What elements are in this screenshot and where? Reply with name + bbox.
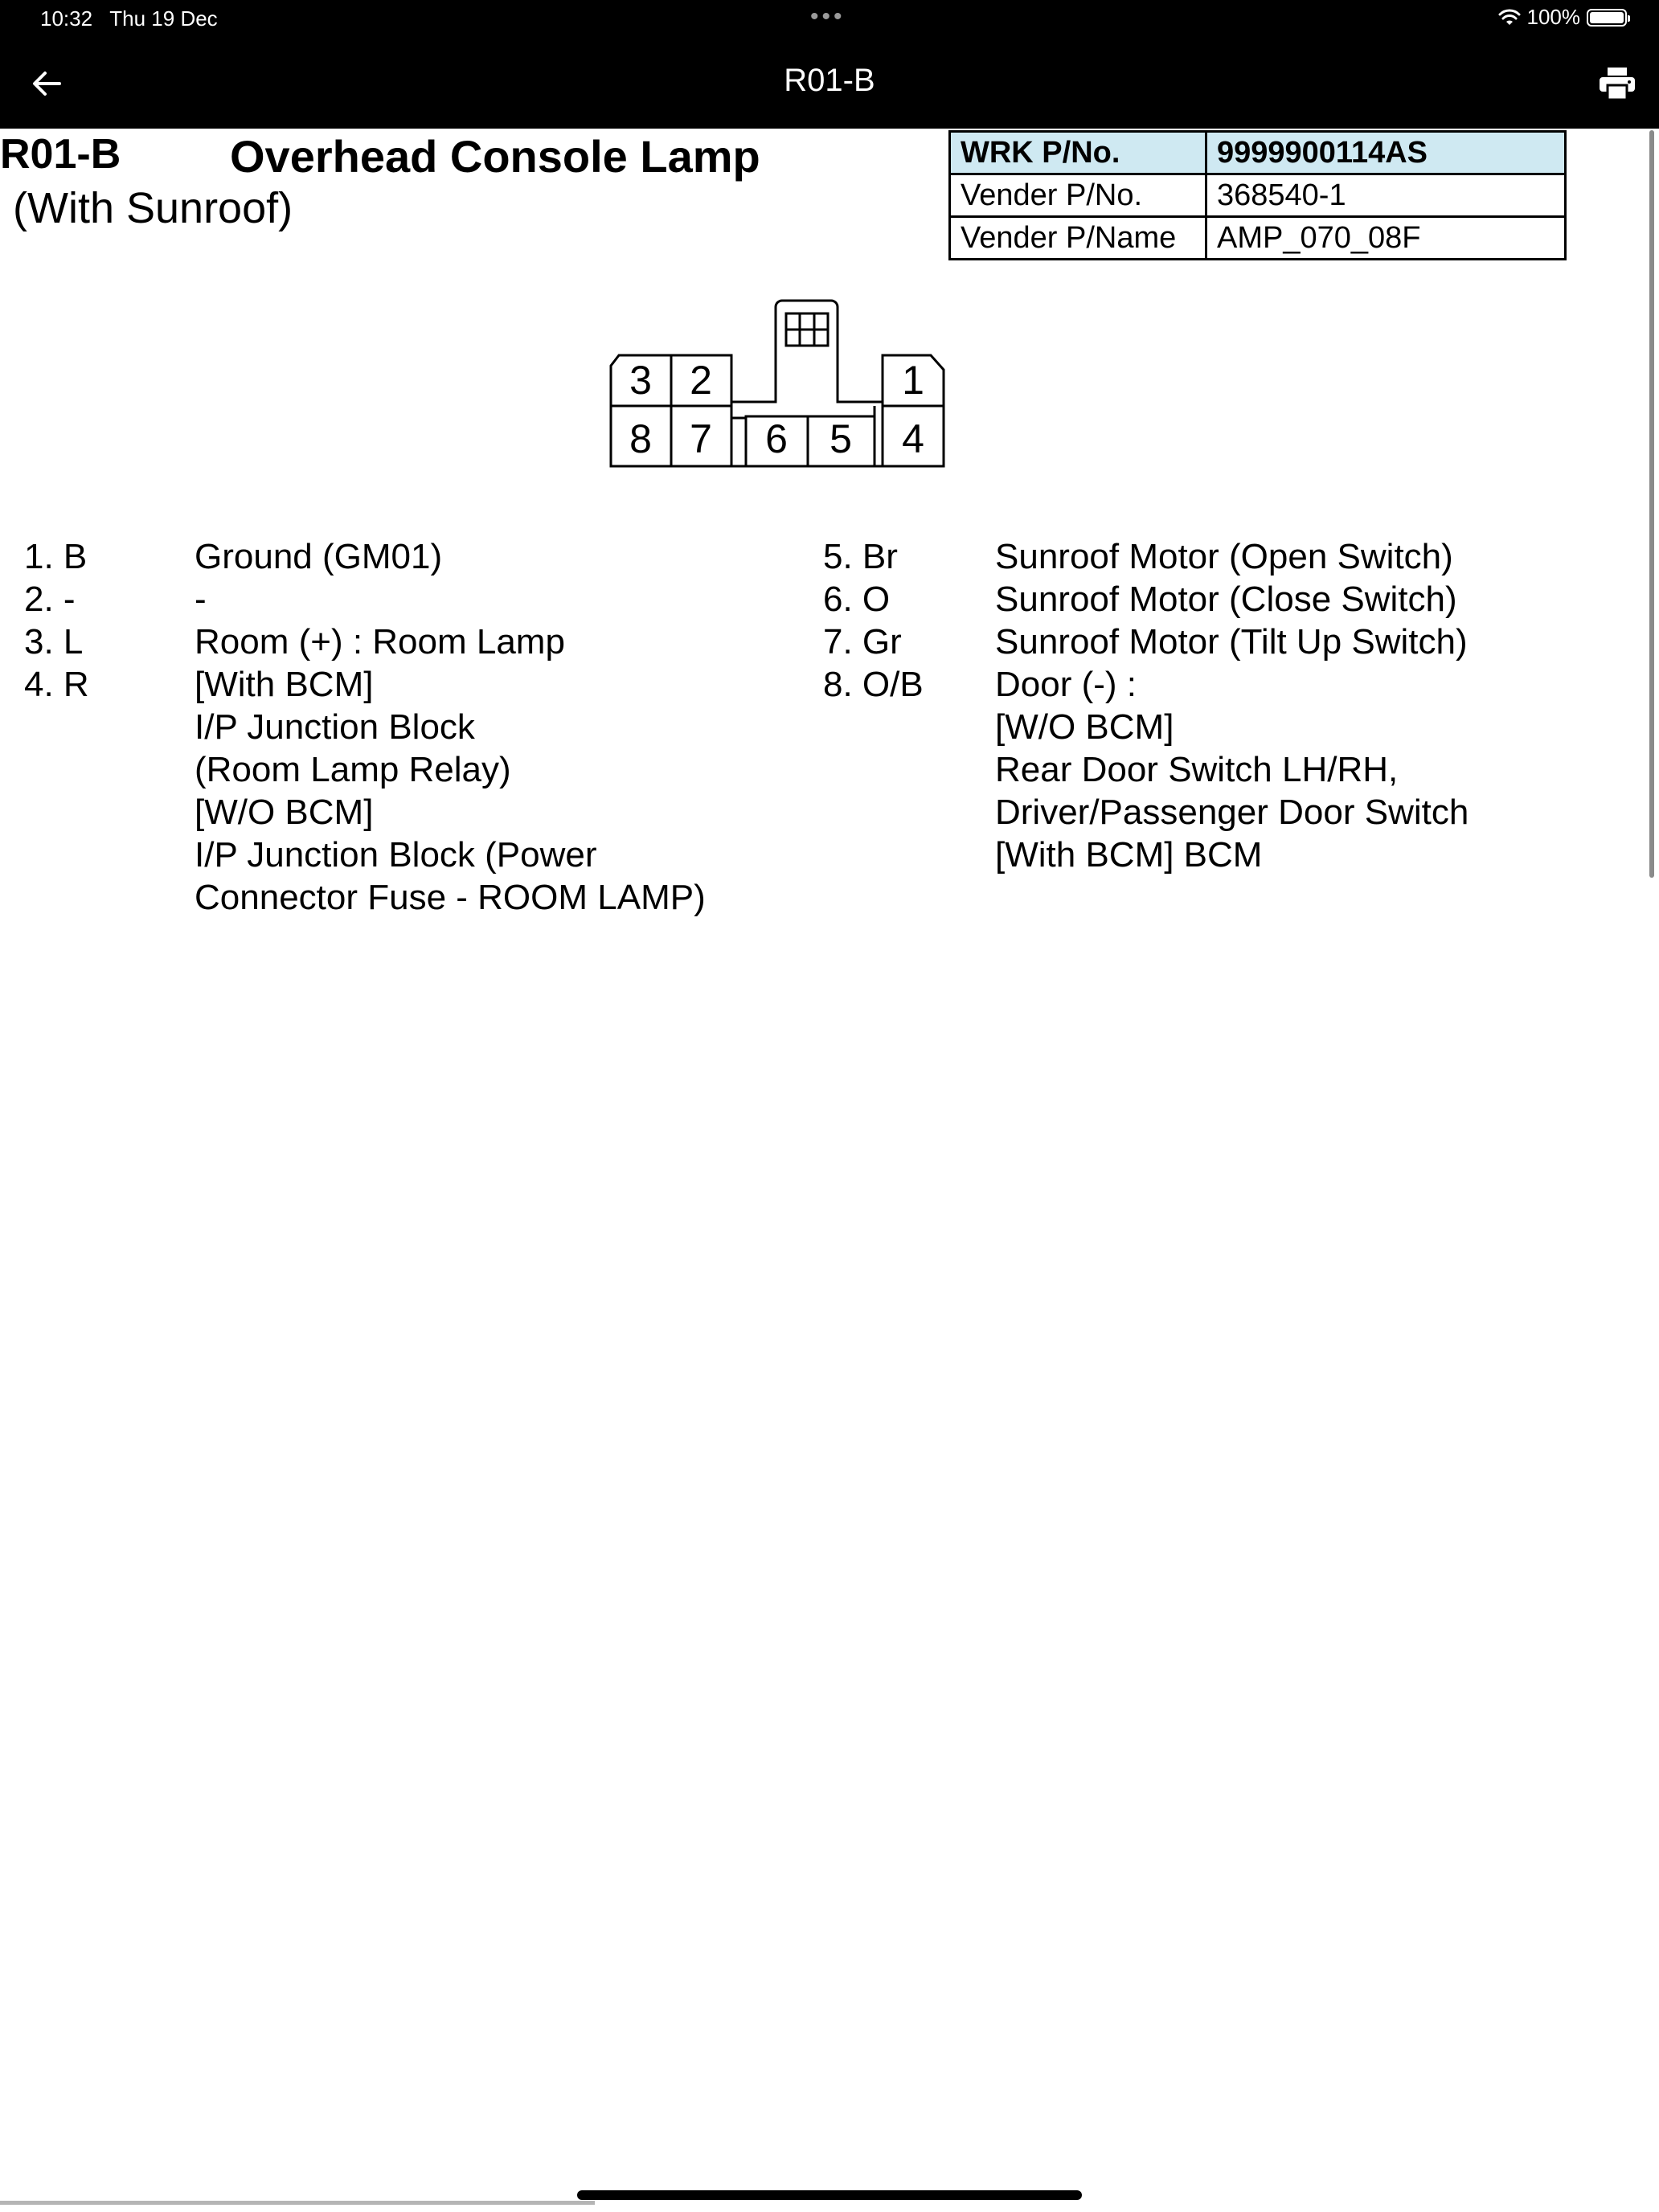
app-header [0,0,1659,129]
pin-description: Sunroof Motor (Tilt Up Switch) [995,622,1468,662]
pin-id [24,748,195,791]
pin-description: [With BCM] [195,665,374,704]
pin-description: Door (-) : [995,665,1137,704]
status-clock: 10:32 [40,6,93,31]
status-time [40,6,218,31]
pin-description: Sunroof Motor (Open Switch) [995,537,1453,576]
pin-label: 3 [629,358,652,403]
pin-row [823,791,1469,834]
pin-id: 6. O [823,580,891,619]
table-key: WRK P/No. [950,132,1206,174]
pin-description: (Room Lamp Relay) [195,750,511,789]
pin-label: 4 [902,416,924,461]
pin-description: Room (+) : Room Lamp [195,622,565,662]
pin-row [823,578,1469,621]
pin-row [24,834,706,876]
pin-id [24,706,195,748]
connector-diagram [603,289,948,482]
pin-description: Connector Fuse - ROOM LAMP) [195,878,706,917]
pin-id: 2. - [24,580,76,619]
pin-description: [W/O BCM] [195,793,374,832]
print-button[interactable] [1596,64,1638,103]
pin-label: 8 [629,416,652,461]
pin-id [24,834,195,876]
table-key: Vender P/Name [950,217,1206,260]
pin-row [24,876,706,919]
table-row [950,217,1566,260]
table-row [950,174,1566,217]
pin-description: Driver/Passenger Door Switch [995,793,1469,832]
pin-id [24,791,195,834]
pin-description: Ground (GM01) [195,537,443,576]
battery-percent: 100% [1526,5,1580,29]
pin-description: I/P Junction Block (Power [195,835,597,875]
pin-row [823,621,1469,663]
table-key: Vender P/No. [950,174,1206,217]
pin-row [24,663,706,706]
pin-label: 7 [690,416,712,461]
pin-description: - [195,580,207,619]
printer-icon [1600,68,1635,100]
pin-description: Sunroof Motor (Close Switch) [995,580,1457,619]
doc-code: R01-B [0,131,121,178]
pin-id [823,706,995,748]
pin-row [24,578,706,621]
pin-row [823,535,1469,578]
pin-id: 3. L [24,622,84,662]
pin-id: 5. Br [823,537,898,576]
pin-id: 4. R [24,665,89,704]
part-number-table [948,130,1567,260]
pin-label: 5 [830,416,852,461]
table-value: 9999900114AS [1206,132,1566,174]
multitask-dots-icon[interactable]: ••• [810,3,846,30]
page-progress-line [0,2201,595,2205]
pin-id: 7. Gr [823,622,902,662]
pin-row [823,834,1469,876]
pin-row [823,748,1469,791]
pin-list-right [823,535,1469,876]
home-indicator[interactable] [577,2190,1082,2200]
pin-label: 6 [765,416,788,461]
pin-label: 1 [902,358,924,403]
pin-row [823,663,1469,706]
table-value: AMP_070_08F [1206,217,1566,260]
status-date: Thu 19 Dec [109,6,218,31]
pin-row [24,535,706,578]
pin-row [823,706,1469,748]
table-value: 368540-1 [1206,174,1566,217]
pin-id [823,791,995,834]
pin-row [24,748,706,791]
pin-id: 1. B [24,537,88,576]
battery-level [1590,12,1624,23]
pin-id: 8. O/B [823,665,924,704]
page-title: Overhead Console Lamp [230,131,760,182]
page-subtitle: (With Sunroof) [13,184,293,232]
table-row [950,132,1566,174]
pin-description: [With BCM] BCM [995,835,1263,875]
pin-id [24,876,195,919]
pin-description: [W/O BCM] [995,707,1174,747]
scrollbar[interactable] [1649,130,1654,878]
pin-row [24,621,706,663]
pin-row [24,791,706,834]
pin-label: 2 [690,358,712,403]
nav-title: R01-B [784,63,875,98]
pin-list-left [24,535,706,919]
pin-id [823,748,995,791]
pin-id [823,834,995,876]
battery-icon [1587,9,1627,27]
status-indicators [1498,5,1628,30]
wifi-icon [1498,9,1521,27]
pin-row [24,706,706,748]
pin-description: I/P Junction Block [195,707,475,747]
pin-description: Rear Door Switch LH/RH, [995,750,1399,789]
